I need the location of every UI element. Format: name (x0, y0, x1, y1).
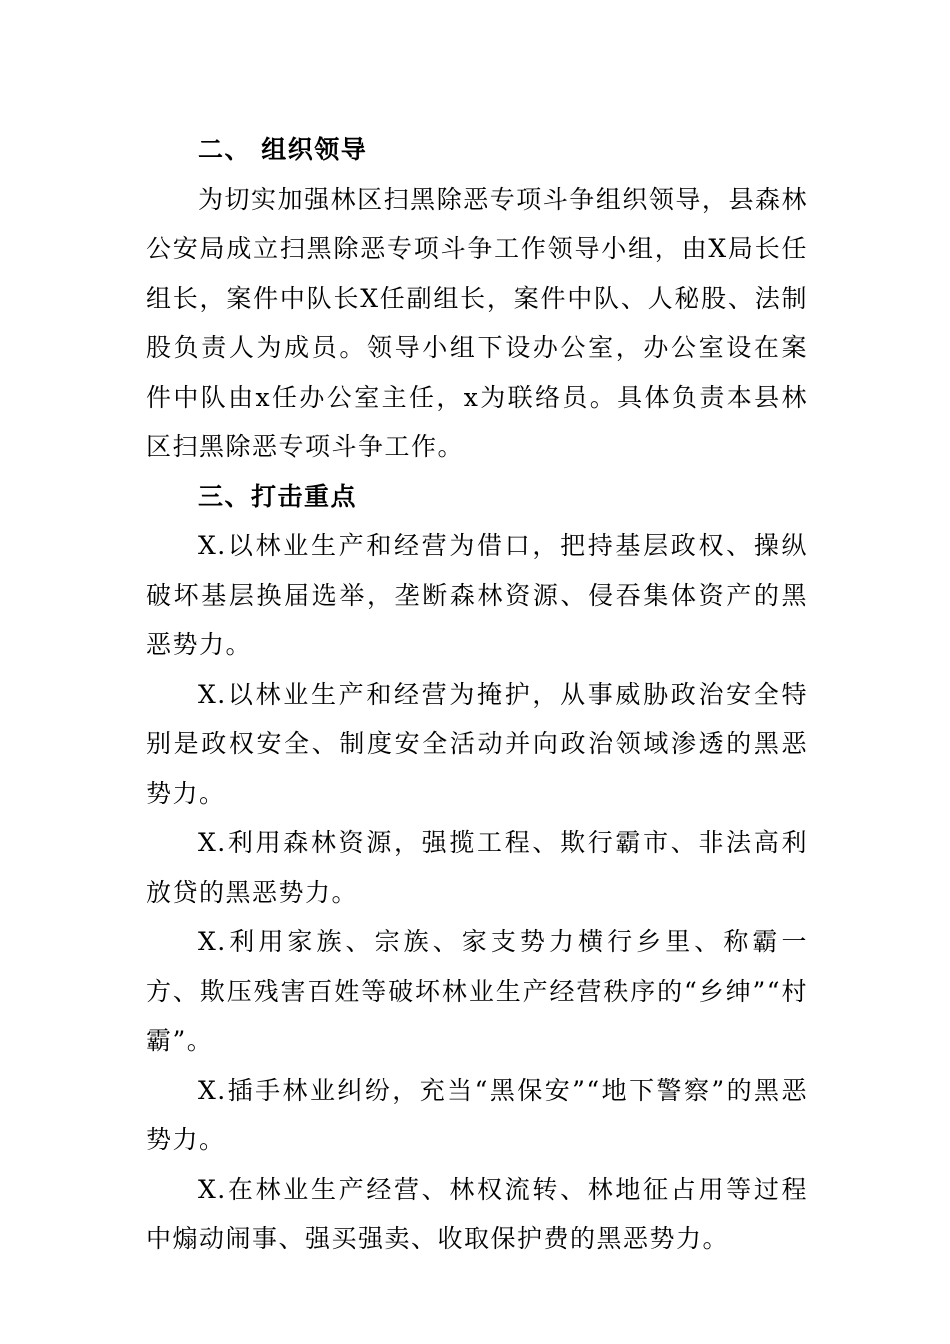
paragraph-target-4: X.利用家族、宗族、家支势力横行乡里、称霸一方、欺压残害百姓等破坏林业生产经营秩序的“乡绅”“村霸”。 (146, 927, 808, 1055)
section-heading-key-targets: 三、打击重点 (198, 481, 358, 511)
paragraph-target-1: X.以林业生产和经营为借口，把持基层政权、操纵破坏基层换届选举，垄断森林资源、侵吞集体资产的黑恶势力。 (146, 531, 808, 659)
paragraph-organization: 为切实加强林区扫黑除恶专项斗争组织领导，县森林公安局成立扫黑除恶专项斗争工作领导小组，由X局长任组长，案件中队长X任副组长，案件中队、人秘股、法制股负责人为成员。领导小组下设办公室，办公室设在案件中队由x任办公室主任，x为联络员。具体负责本县林区扫黑除恶专项斗争工作。 (146, 184, 808, 461)
document-body (146, 125, 808, 1264)
paragraph-target-3: X.利用森林资源，强揽工程、欺行霸市、非法高利放贷的黑恶势力。 (146, 828, 808, 907)
paragraph-target-2: X.以林业生产和经营为掩护，从事威胁政治安全特别是政权安全、制度安全活动并向政治领域渗透的黑恶势力。 (146, 679, 808, 808)
paragraph-target-5: X.插手林业纠纷，充当“黑保安”“地下警察”的黑恶势力。 (146, 1075, 808, 1154)
paragraph-target-6: X.在林业生产经营、林权流转、林地征占用等过程中煽动闹事、强买强卖、收取保护费的黑恶势力。 (146, 1174, 808, 1253)
section-heading-organization: 二、 组织领导 (198, 135, 368, 164)
